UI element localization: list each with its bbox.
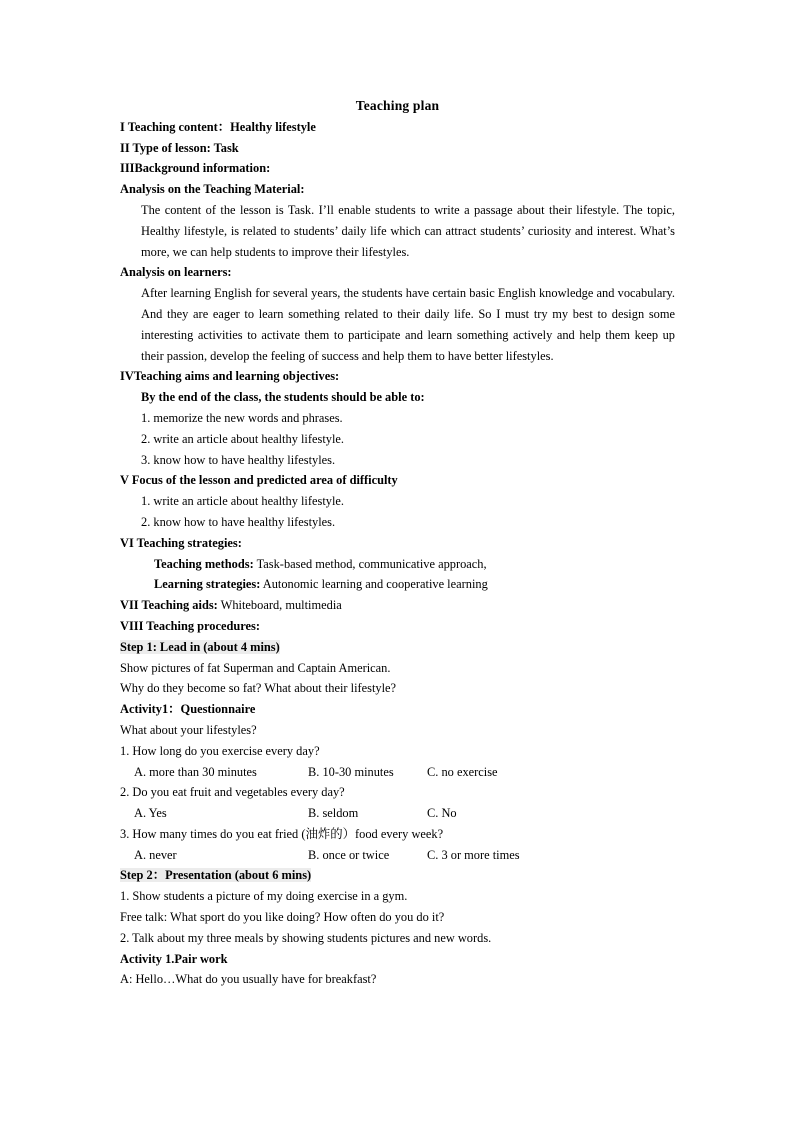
option-a: A. more than 30 minutes	[134, 764, 257, 779]
question: 3. How many times do you eat fried (油炸的）food every week?	[120, 826, 444, 841]
step2-heading-text: Step 2：Presentation (about 6 mins)	[120, 868, 312, 883]
questionnaire-intro: What about your lifestyles?	[120, 722, 257, 737]
option-a: A. Yes	[134, 806, 167, 821]
question-options	[120, 845, 675, 866]
teaching-methods	[120, 554, 675, 575]
section-teaching-aids	[120, 595, 675, 616]
learning-strategies	[120, 574, 675, 595]
learners-heading: Analysis on learners:	[120, 265, 232, 280]
option-c: C. No	[427, 806, 457, 821]
section-procedures: VIII Teaching procedures:	[120, 618, 260, 633]
section-type-of-lesson: II Type of lesson: Task	[120, 140, 239, 155]
material-heading: Analysis on the Teaching Material:	[120, 182, 305, 197]
aims-item: 2. write an article about healthy lifestyle.	[141, 431, 344, 446]
step2-line: Free talk: What sport do you like doing? How often do you do it?	[120, 910, 445, 925]
question: 1. How long do you exercise every day?	[120, 743, 320, 758]
option-c: C. no exercise	[427, 764, 498, 779]
section-teaching-content	[120, 117, 675, 138]
section-strategies: VI Teaching strategies:	[120, 535, 242, 550]
section-focus: V Focus of the lesson and predicted area of difficulty	[120, 473, 398, 488]
question: 2. Do you eat fruit and vegetables every day?	[120, 785, 345, 800]
question-options	[120, 803, 675, 824]
document-page	[120, 96, 675, 990]
aids-value: Whiteboard, multimedia	[217, 598, 342, 613]
step2-heading	[120, 865, 675, 886]
question-options	[120, 762, 675, 783]
step1-heading	[120, 637, 675, 658]
methods-label: Teaching methods:	[154, 556, 254, 571]
option-b: B. seldom	[308, 806, 359, 821]
strategies-value: Autonomic learning and cooperative learning	[260, 577, 488, 592]
methods-value: Task-based method, communicative approach,	[253, 556, 487, 571]
activity2-heading: Activity 1.Pair work	[120, 951, 228, 966]
strategies-label: Learning strategies:	[154, 577, 261, 592]
step2-line: 1. Show students a picture of my doing exercise in a gym.	[120, 889, 408, 904]
step1-line: Why do they become so fat? What about their lifestyle?	[120, 681, 397, 696]
page-title: Teaching plan	[355, 98, 440, 113]
section-label: I Teaching content：	[120, 119, 231, 134]
option-b: B. 10-30 minutes	[308, 764, 394, 779]
step1-line: Show pictures of fat Superman and Captain American.	[120, 660, 391, 675]
section-background: IIIBackground information:	[120, 161, 271, 176]
learners-paragraph: After learning English for several years, the students have certain basic English knowledge and vocabulary. And they are eager to learn something related to their daily life. So I must try my best to design some interesting activities to activate them to participate and learn something actively and help them keep up their passion, develop the feeling of success and help them to have better lifestyles.	[141, 286, 675, 363]
aims-subheading: By the end of the class, the students should be able to:	[141, 390, 425, 405]
aims-item: 1. memorize the new words and phrases.	[141, 410, 343, 425]
focus-item: 2. know how to have healthy lifestyles.	[141, 514, 336, 529]
step2-line: 2. Talk about my three meals by showing students pictures and new words.	[120, 930, 492, 945]
option-a: A. never	[134, 847, 177, 862]
section-value: Healthy lifestyle	[230, 119, 316, 134]
dialogue-line: A: Hello…What do you usually have for breakfast?	[120, 972, 377, 987]
step1-heading-text: Step 1: Lead in (about 4 mins)	[120, 639, 280, 654]
aims-item: 3. know how to have healthy lifestyles.	[141, 452, 336, 467]
material-paragraph: The content of the lesson is Task. I’ll enable students to write a passage about their lifestyle. The topic, Healthy lifestyle, is related to students’ daily life which can attract students’ curiosity and interest. What’s more, we can help students to improve their lifestyles.	[141, 202, 675, 259]
aids-label: VII Teaching aids:	[120, 598, 218, 613]
focus-item: 1. write an article about healthy lifestyle.	[141, 494, 344, 509]
activity1-heading: Activity1：Questionnaire	[120, 702, 256, 717]
option-c: C. 3 or more times	[427, 847, 520, 862]
option-b: B. once or twice	[308, 847, 390, 862]
section-aims: IVTeaching aims and learning objectives:	[120, 369, 340, 384]
